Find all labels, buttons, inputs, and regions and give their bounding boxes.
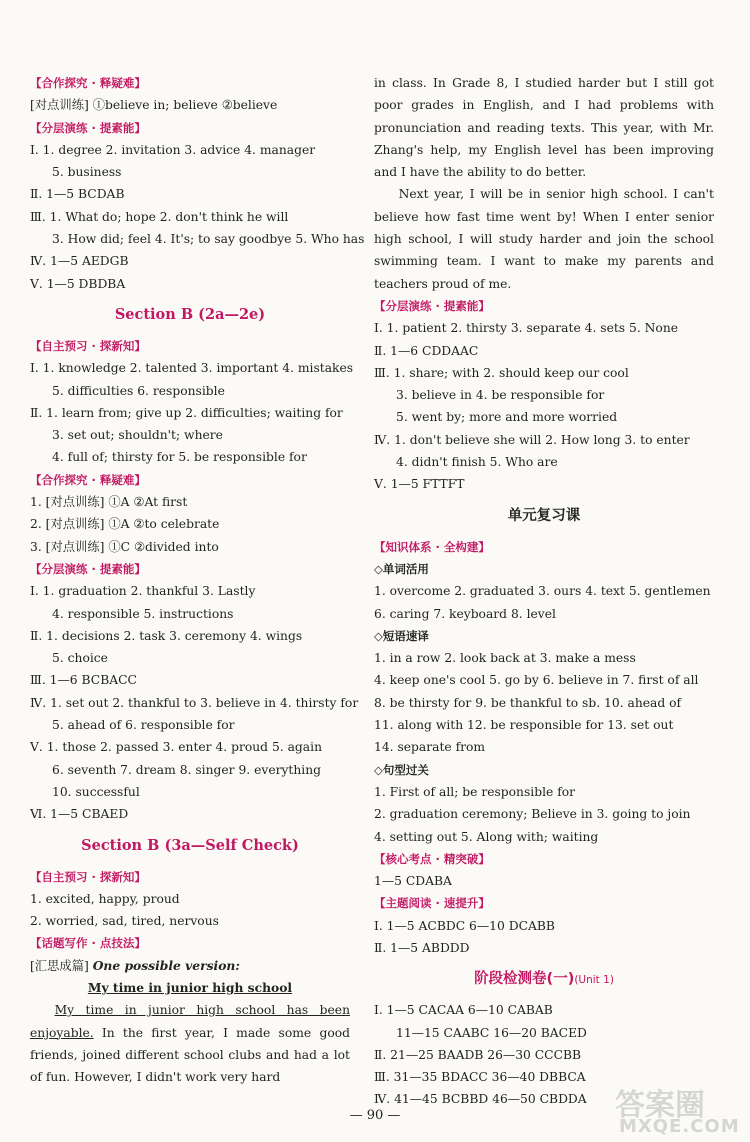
left-column [30, 72, 365, 1088]
answer-line: 5. difficulties 6. responsible [52, 383, 225, 398]
answer-line: Ⅱ. 1. learn from; give up 2. difficulties; waiting for [30, 405, 343, 420]
answer-line: 5. ahead of 6. responsible for [52, 718, 235, 733]
answer-line: 11—15 CAABC 16—20 BACED [396, 1025, 587, 1040]
page-number: — 90 — [349, 1108, 401, 1123]
section-tag: 【合作探究 · 释疑难】 [30, 76, 146, 90]
answer-line: Ⅳ. 1. don't believe she will 2. How long 3. to enter [374, 432, 690, 447]
section-tag: 【核心考点 · 精突破】 [374, 851, 490, 866]
answer-line: Ⅰ. 1. graduation 2. thankful 3. Lastly [30, 584, 256, 599]
answer-line: 3. How did; feel 4. It's; to say goodbye 5. Who has [52, 232, 365, 247]
answer-line: 3. believe in 4. be responsible for [396, 388, 605, 403]
answer-line: 1. [对点训练] ①A ②At first [30, 495, 188, 510]
answer-line: 5. choice [52, 651, 108, 666]
answer-line: Ⅴ. 1—5 FTTFT [374, 477, 465, 492]
essay-title: My time in junior high school [87, 979, 293, 995]
answer-line: Ⅵ. 1—5 CBAED [30, 807, 129, 822]
section-title: Section B (3a—Self Check) [81, 836, 299, 854]
answer-line: Ⅲ. 1. share; with 2. should keep our cool [374, 365, 629, 380]
answer-line: 2. worried, sad, tired, nervous [30, 914, 219, 929]
section-tag: 【自主预习 · 探新知】 [30, 338, 146, 353]
answer-line: 4. keep one's cool 5. go by 6. believe in 7. first of all [374, 673, 699, 688]
section-tag: 【合作探究 · 释疑难】 [30, 472, 146, 487]
answer-line: Ⅰ. 1—5 CACAA 6—10 CABAB [374, 1003, 553, 1018]
answer-line: Ⅳ. 1—5 AEDGB [30, 254, 129, 269]
section-title: 单元复习课 [507, 507, 581, 524]
essay-paragraph: in class. In Grade 8, I studied harder but I still got poor grades in English, and I had problems with pronunciation and reading texts. This year, with Mr. Zhang's help, my English level has been improving and I have the ability to do better. [374, 76, 714, 180]
answer-line: 2. graduation ceremony; Believe in 3. going to join [374, 807, 691, 822]
answer-line: Ⅱ. 1—6 CDDAAC [374, 343, 479, 358]
answer-line: 2. [对点训练] ①A ②to celebrate [30, 517, 220, 532]
answer-line: Ⅲ. 31—35 BDACC 36—40 DBBCA [374, 1070, 586, 1085]
subheading: ◇句型过关 [374, 762, 429, 777]
answer-line: Ⅴ. 1. those 2. passed 3. enter 4. proud 5. again [30, 740, 322, 755]
answer-line: Ⅱ. 21—25 BAADB 26—30 CCCBB [374, 1047, 582, 1062]
section-tag: 【分层演练 · 提素能】 [374, 298, 490, 313]
answer-line: Ⅰ. 1. patient 2. thirsty 3. separate 4. sets 5. None [374, 321, 679, 336]
answer-line: Ⅱ. 1—5 BCDAB [30, 187, 125, 202]
answer-line: [汇思成篇] One possible version: [30, 957, 240, 973]
answer-line: 4. full of; thirsty for 5. be responsible for [52, 450, 307, 465]
answer-line: 4. responsible 5. instructions [52, 606, 234, 621]
section-tag: 【分层演练 · 提素能】 [30, 561, 146, 576]
section-title: 阶段检测卷(一)(Unit 1) [474, 971, 614, 988]
answer-line: Ⅴ. 1—5 DBDBA [30, 276, 126, 291]
section-tag: 【自主预习 · 探新知】 [30, 869, 146, 884]
answer-line: 3. [对点训练] ①C ②divided into [30, 539, 219, 554]
section-tag: 【分层演练 · 提素能】 [30, 120, 146, 135]
section-tag: 【话题写作 · 点技法】 [30, 936, 146, 951]
subheading: ◇短语速译 [374, 628, 429, 643]
right-column [374, 72, 714, 1111]
answer-line: 11. along with 12. be responsible for 13. set out [374, 718, 674, 733]
answer-line: 1. overcome 2. graduated 3. ours 4. text 5. gentlemen [374, 584, 711, 599]
answer-line: 1. in a row 2. look back at 3. make a mess [374, 651, 636, 666]
answer-line: 6. caring 7. keyboard 8. level [374, 606, 556, 621]
answer-line: 5. went by; more and more worried [396, 410, 618, 425]
answer-line: Ⅱ. 1—5 ABDDD [374, 940, 470, 955]
answer-line: 6. seventh 7. dream 8. singer 9. everything [52, 762, 322, 777]
section-tag: 【知识体系 · 全构建】 [374, 539, 490, 554]
essay-paragraph: Next year, I will be in senior high school. I can't believe how fast time went by! When I enter senior high school, I will study harder and join the school swimming team. I want to make my parents and teachers proud of me. [374, 187, 714, 291]
answer-line: Ⅰ. 1. degree 2. invitation 3. advice 4. manager [30, 142, 316, 157]
answer-line: 14. separate from [374, 740, 486, 755]
answer-line: 8. be thirsty for 9. be thankful to sb. 10. ahead of [374, 695, 682, 710]
answer-line: Ⅲ. 1—6 BCBACC [30, 673, 137, 688]
answer-line: [对点训练] ①believe in; believe ②believe [30, 98, 278, 113]
section-tag: 【主题阅读 · 速提升】 [374, 896, 490, 911]
answer-line: Ⅳ. 41—45 BCBBD 46—50 CBDDA [374, 1092, 587, 1107]
answer-line: Ⅰ. 1. knowledge 2. talented 3. important 4. mistakes [30, 361, 354, 376]
answer-line: Ⅳ. 1. set out 2. thankful to 3. believe in 4. thirsty for [30, 695, 359, 710]
answer-line: 3. set out; shouldn't; where [52, 428, 223, 443]
answer-line: 1. First of all; be responsible for [374, 784, 576, 799]
answer-line: Ⅰ. 1—5 ACBDC 6—10 DCABB [374, 918, 555, 933]
answer-line: 1—5 CDABA [374, 874, 452, 889]
subheading: ◇单词活用 [374, 561, 429, 576]
answer-line: 1. excited, happy, proud [30, 891, 180, 906]
answer-line: 10. successful [52, 784, 140, 799]
answer-line: 4. didn't finish 5. Who are [396, 455, 558, 470]
section-title: Section B (2a—2e) [114, 305, 266, 323]
answer-line: 4. setting out 5. Along with; waiting [374, 829, 599, 844]
answer-line: Ⅱ. 1. decisions 2. task 3. ceremony 4. wings [30, 628, 303, 643]
watermark-logo: 答案圈 MXQE.COM [615, 1088, 740, 1137]
essay-paragraph: My time in junior high school has been enjoyable. In the first year, I made some good friends, joined different school clubs and had a lot of fun. However, I didn't work very hard [30, 1003, 350, 1085]
answer-line: Ⅲ. 1. What do; hope 2. don't think he will [30, 209, 289, 224]
answer-line: 5. business [52, 165, 122, 180]
